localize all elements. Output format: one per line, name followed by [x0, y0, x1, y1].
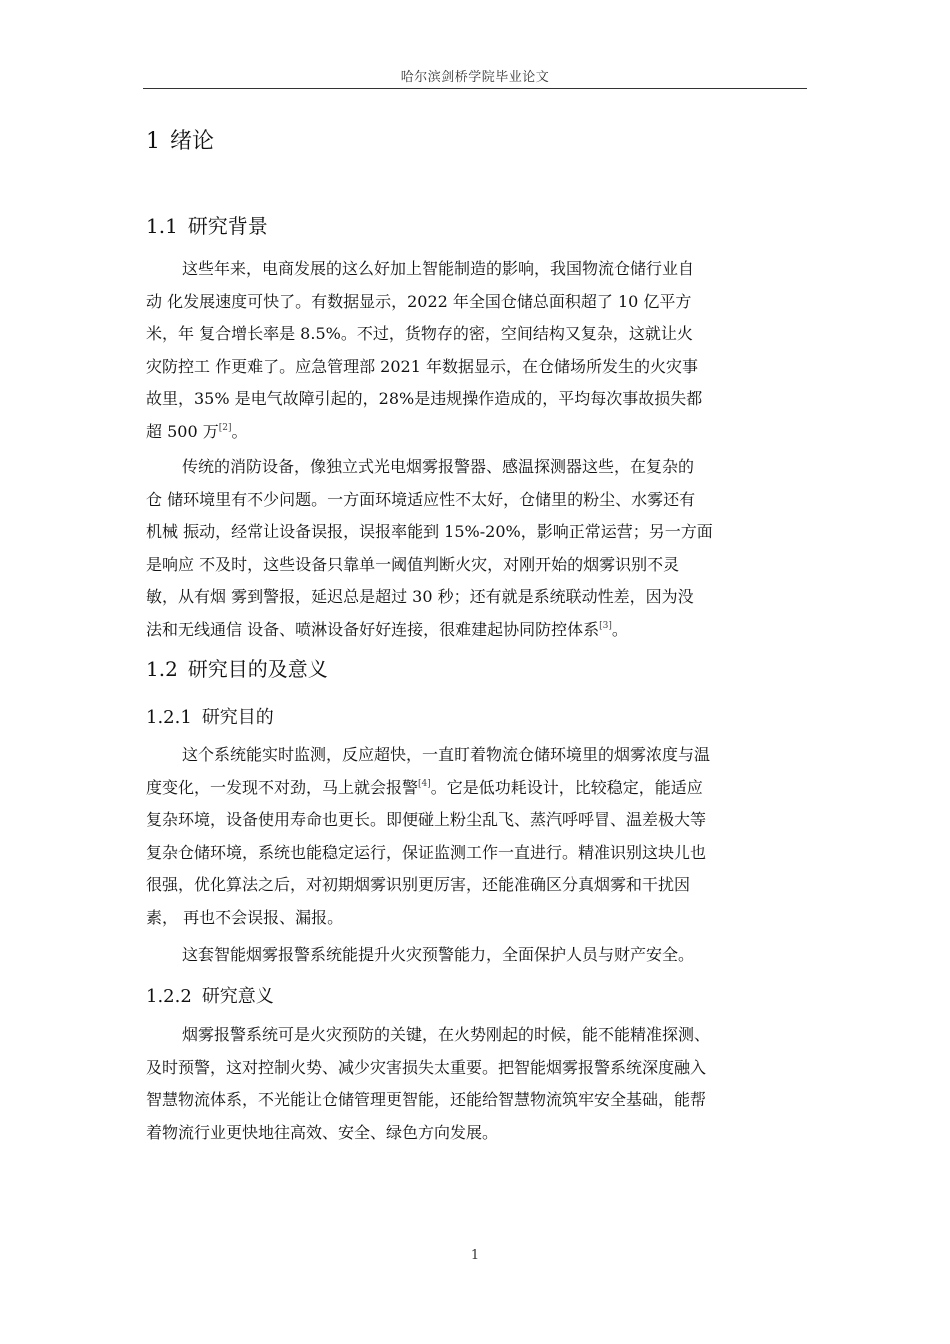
text-line: 仓 储环境里有不少问题。一方面环境适应性不太好，仓储里的粉尘、水雾还有 [146, 489, 696, 509]
section-title: 研究背景 [187, 214, 268, 238]
text-line-content: 超 500 万 [146, 421, 219, 441]
header-rule [143, 88, 807, 89]
text-line: 烟雾报警系统可是火灾预防的关键，在火势刚起的时候，能不能精准探测、 [182, 1025, 711, 1044]
text-line: 复杂仓储环境，系统也能稳定运行，保证监测工作一直进行。精准识别这块儿也 [146, 842, 707, 862]
chapter-heading [146, 127, 214, 157]
text-line-tail: 。 [231, 421, 248, 441]
citation-marker: [4] [418, 778, 431, 789]
text-line: 素， 再也不会误报、漏报。 [146, 907, 344, 927]
subsection-heading-significance [146, 984, 274, 1010]
chapter-title: 绪论 [170, 129, 215, 154]
paragraph-summary [146, 939, 810, 972]
chapter-number: 1 [146, 129, 160, 154]
text-line: 智慧物流体系，不光能让仓储管理更智能，还能给智慧物流筑牢安全基础，能帮 [146, 1090, 707, 1110]
section-title: 研究目的及意义 [187, 657, 328, 681]
text-line: 及时预警，这对控制火势、减少灾害损失太重要。把智能烟雾报警系统深度融入 [146, 1057, 707, 1077]
paragraph-background-1 [146, 253, 810, 449]
text-line: 米，年 复合增长率是 8.5%。不过，货物存的密，空间结构又复杂，这就让火 [146, 324, 693, 344]
text-line-tail: 。它是低功耗设计，比较稳定，能适应 [430, 777, 703, 797]
text-line: 机械 振动，经常让设备误报，误报率能到 15%-20%，影响正常运营；另一方面 [146, 522, 713, 542]
citation-marker: [2] [218, 422, 232, 433]
paragraph-significance [146, 1019, 810, 1149]
text-line [146, 772, 810, 805]
page-number: 1 [470, 1248, 480, 1263]
text-line-content: 度变化，一发现不对劲，马上就会报警 [146, 777, 419, 797]
text-line: 很强，优化算法之后，对初期烟雾识别更厉害，还能准确区分真烟雾和干扰因 [146, 875, 691, 895]
text-line: 是响应 不及时，这些设备只靠单一阈值判断火灾，对刚开始的烟雾识别不灵 [146, 554, 680, 574]
subsection-number: 1.2.2 [146, 986, 192, 1007]
section-heading-purpose [146, 655, 328, 683]
text-line-content: 法和无线通信 设备、喷淋设备好好连接，很难建起协同防控体系 [146, 619, 600, 639]
subsection-number: 1.2.1 [146, 707, 192, 728]
text-line: 着物流行业更快地往高效、安全、绿色方向发展。 [146, 1122, 499, 1142]
subsection-title: 研究目的 [201, 707, 274, 728]
subsection-title: 研究意义 [201, 986, 274, 1007]
paragraph-purpose [146, 739, 810, 935]
text-line: 这些年来，电商发展的这么好加上智能制造的影响，我国物流仓储行业自 [182, 259, 695, 278]
text-line: 这套智能烟雾报警系统能提升火灾预警能力，全面保护人员与财产安全。 [182, 945, 695, 964]
section-heading-background [146, 212, 268, 240]
section-number: 1.1 [146, 214, 178, 238]
text-line: 敏，从有烟 雾到警报，延迟总是超过 30 秒；还有就是系统联动性差，因为没 [146, 587, 694, 607]
text-line: 复杂环境，设备使用寿命也更长。即便碰上粉尘乱飞、蒸汽呼呼冒、温差极大等 [146, 810, 707, 830]
subsection-heading-purpose [146, 705, 274, 731]
text-line: 故里，35% 是电气故障引起的，28%是违规操作造成的，平均每次事故损失都 [146, 389, 703, 409]
text-line-tail: 。 [611, 619, 628, 639]
text-line [146, 614, 810, 647]
text-line: 传统的消防设备，像独立式光电烟雾报警器、感温探测器这些，在复杂的 [182, 457, 695, 476]
text-line: 灾防控工 作更难了。应急管理部 2021 年数据显示，在仓储场所发生的火灾事 [146, 356, 698, 376]
paragraph-background-2 [146, 451, 810, 647]
section-number: 1.2 [146, 657, 178, 681]
text-line [146, 416, 810, 449]
text-line: 这个系统能实时监测，反应超快，一直盯着物流仓储环境里的烟雾浓度与温 [182, 745, 711, 764]
text-line: 动 化发展速度可快了。有数据显示，2022 年全国仓储总面积超了 10 亿平方 [146, 291, 692, 311]
running-header: 哈尔滨剑桥学院毕业论文 [400, 70, 550, 85]
citation-marker: [3] [599, 620, 612, 631]
